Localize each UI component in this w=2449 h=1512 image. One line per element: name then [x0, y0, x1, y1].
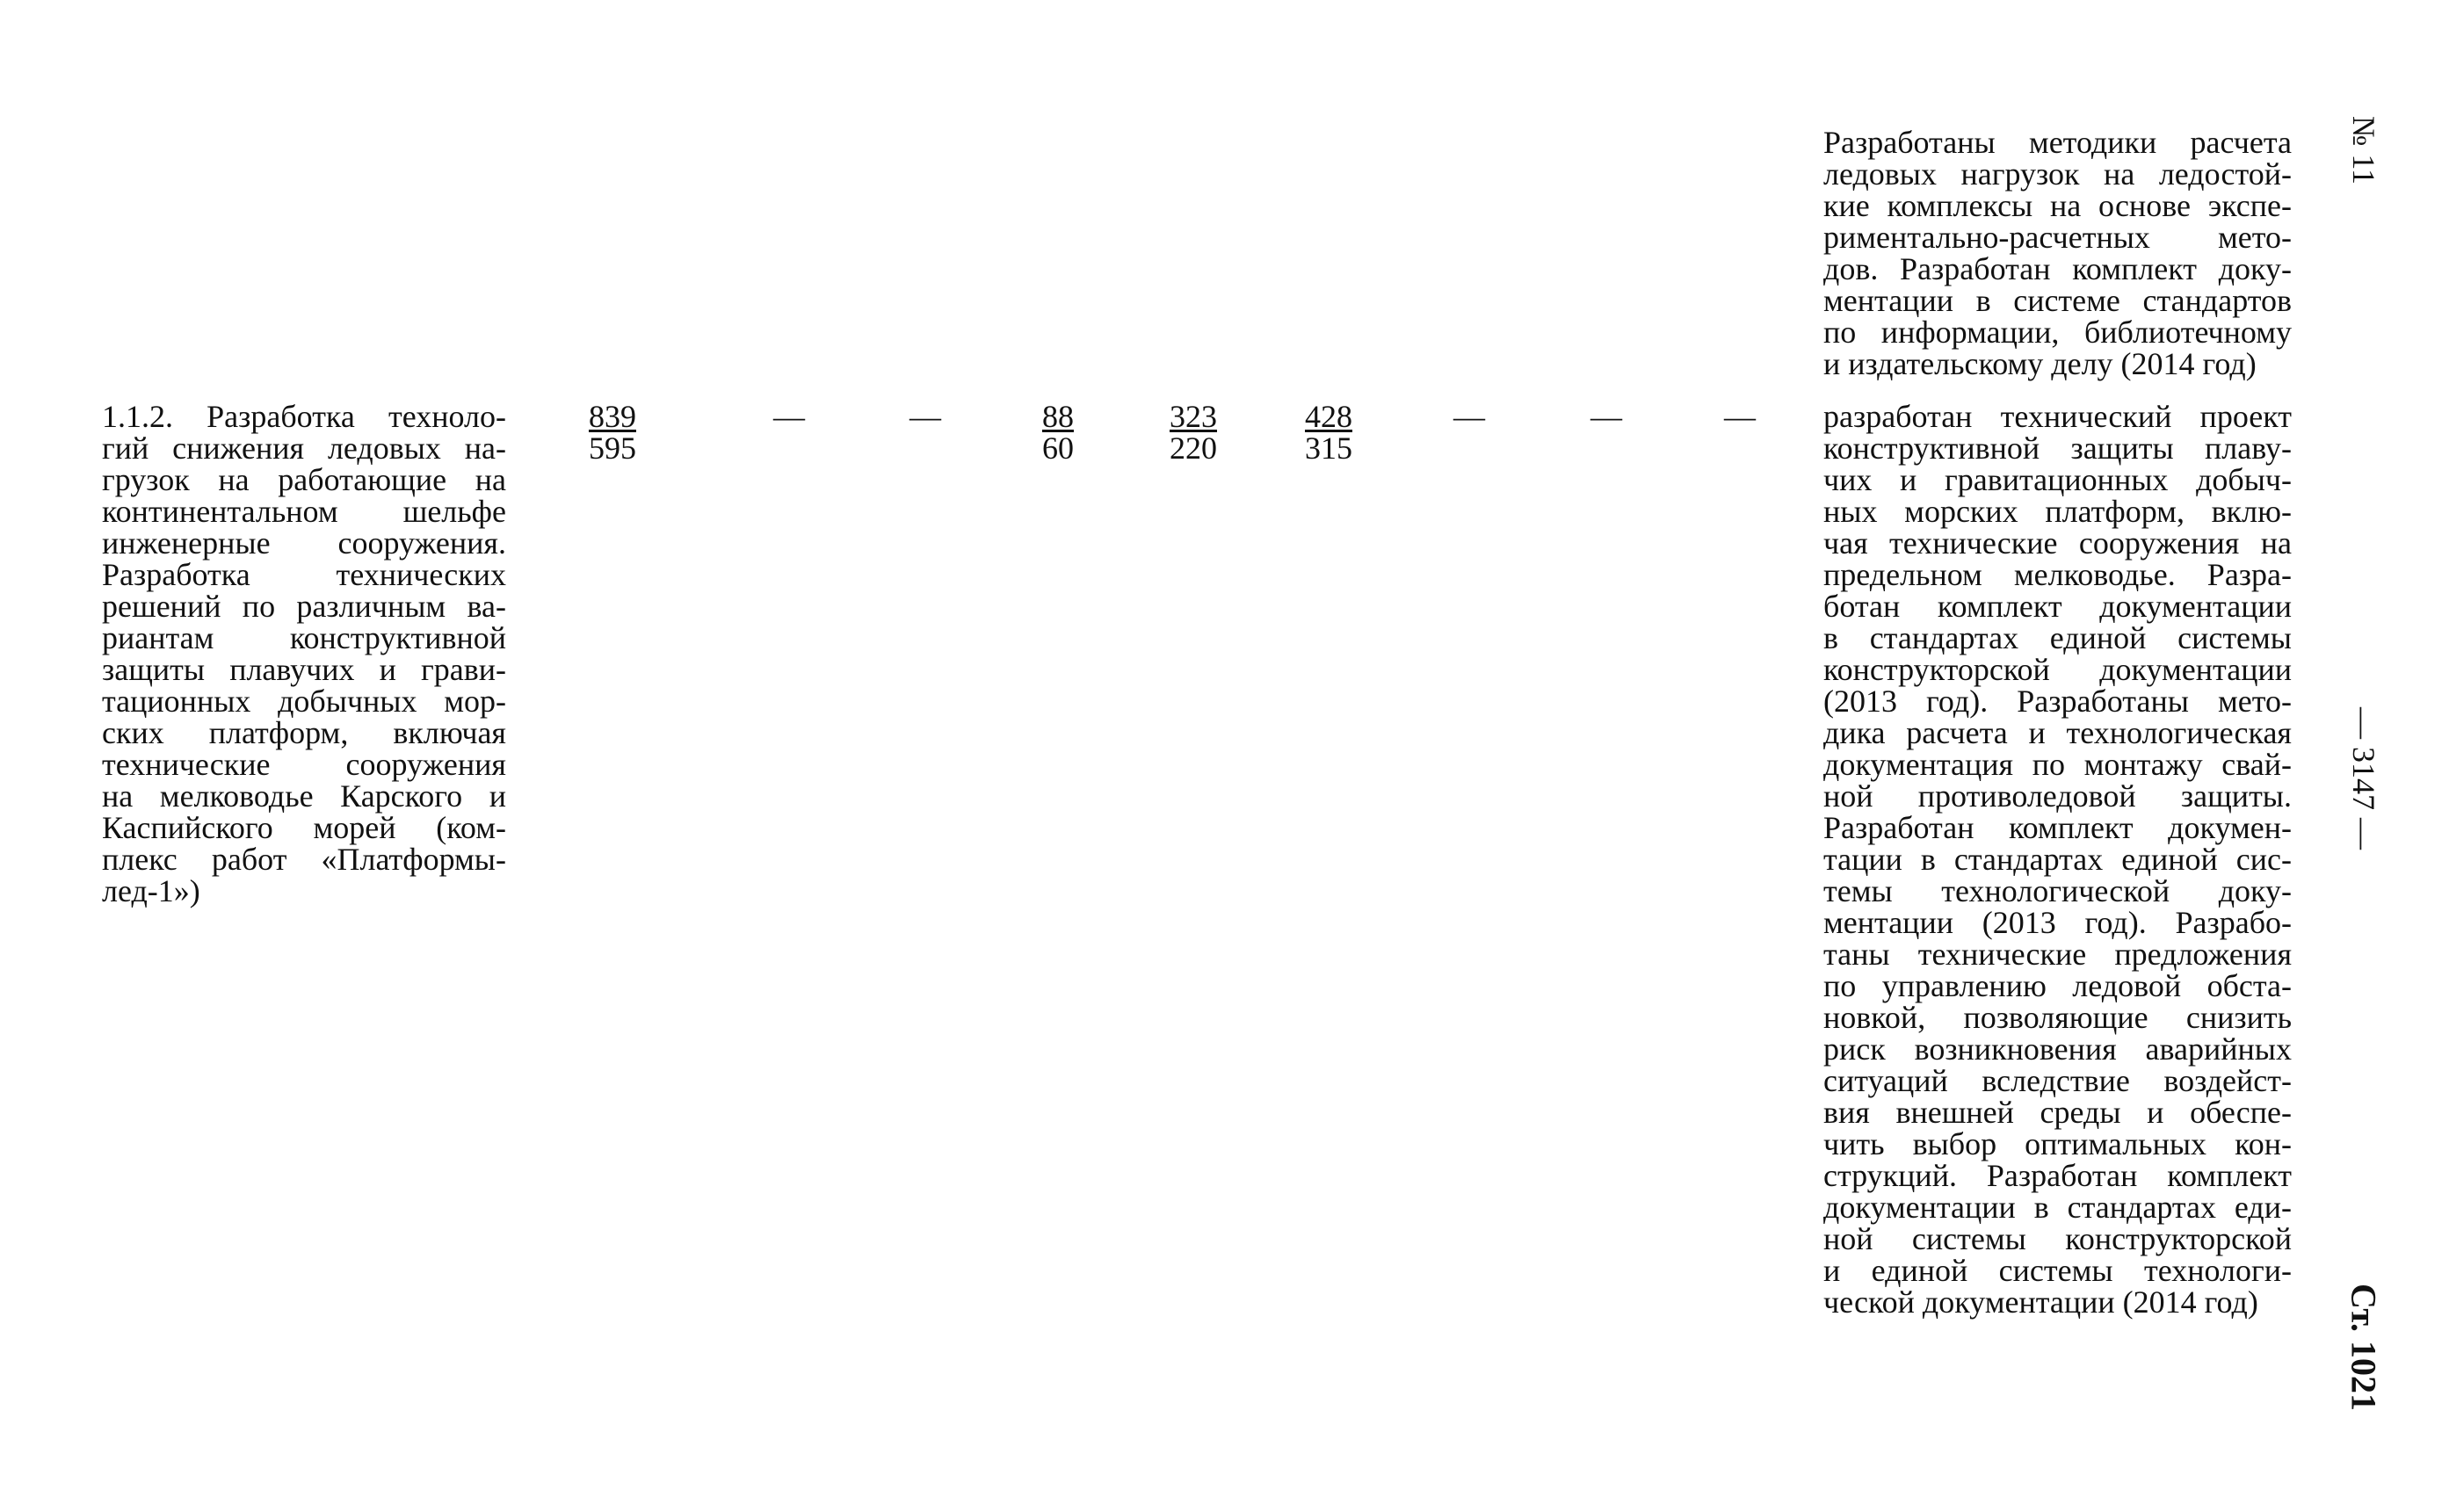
total-funding-denominator: 595: [589, 430, 636, 466]
funding-numerator: 88: [1042, 399, 1074, 434]
text-line: ной системы конструкторской: [1823, 1221, 2292, 1256]
total-funding-cell: [589, 401, 636, 464]
text-line: инженерные сооружения.: [102, 525, 506, 561]
text-line: новкой, позволяющие снизить: [1823, 1000, 2292, 1035]
text-line: на мелководье Карского и: [102, 778, 506, 814]
funding-cell-2014: [1170, 401, 1217, 464]
article-number: Ст. 1021: [2344, 1284, 2384, 1411]
text-line: грузок на работающие на: [102, 462, 506, 497]
issue-number: № 11: [2346, 115, 2381, 184]
total-funding-numerator: 839: [589, 399, 636, 434]
text-line: Разработка технических: [102, 557, 506, 592]
text-line: риск возникновения аварийных: [1823, 1031, 2292, 1067]
text-line: конструкторской документации: [1823, 652, 2292, 687]
text-line: ной противоледовой защиты.: [1823, 778, 2292, 814]
text-line: ментации (2013 год). Разрабо-: [1823, 905, 2292, 940]
funding-denominator: 220: [1170, 430, 1217, 466]
row-result: [1823, 401, 2292, 1318]
text-line: конструктивной защиты плаву-: [1823, 430, 2292, 466]
funding-cell-2013: [1042, 401, 1074, 464]
text-line: струкций. Разработан комплект: [1823, 1158, 2292, 1193]
text-line: технические сооружения: [102, 747, 506, 782]
text-line: чих и гравитационных добыч-: [1823, 462, 2292, 497]
text-line: ментации в системе стандартов: [1823, 283, 2292, 318]
dash-cell: —: [1590, 399, 1622, 434]
text-line: дов. Разработан комплект доку-: [1823, 251, 2292, 286]
funding-cell-2015: [1305, 401, 1352, 464]
text-line: Каспийского морей (ком-: [102, 810, 506, 845]
text-line: таны технические предложения: [1823, 937, 2292, 972]
text-line: разработан технический проект: [1823, 399, 2292, 434]
text-line: темы технологической доку-: [1823, 873, 2292, 908]
text-line: тации в стандартах единой сис-: [1823, 842, 2292, 877]
dash-cell: —: [1724, 399, 1756, 434]
text-line: ситуаций вследствие воздейст-: [1823, 1063, 2292, 1098]
text-line: дика расчета и технологическая: [1823, 715, 2292, 750]
text-line: документация по монтажу свай-: [1823, 747, 2292, 782]
funding-denominator: 60: [1042, 430, 1074, 466]
text-line: гий снижения ледовых на-: [102, 430, 506, 466]
text-line: и издательскому делу (2014 год): [1823, 346, 2257, 381]
text-line: ботан комплект документации: [1823, 589, 2292, 624]
text-line: риантам конструктивной: [102, 620, 506, 655]
text-line: ледовых нагрузок на ледостой-: [1823, 156, 2292, 192]
previous-row-result: [1823, 127, 2292, 380]
row-title: [102, 401, 506, 907]
text-line: документации в стандартах еди-: [1823, 1190, 2292, 1225]
funding-denominator: 315: [1305, 430, 1352, 466]
text-line: ческой документации (2014 год): [1823, 1284, 2258, 1320]
text-line: в стандартах единой системы: [1823, 620, 2292, 655]
text-line: вия внешней среды и обеспе-: [1823, 1095, 2292, 1130]
text-line: плекс работ «Платформы-: [102, 842, 506, 877]
dash-cell: —: [773, 399, 805, 434]
text-line: чая технические сооружения на: [1823, 525, 2292, 561]
page-number: — 3147 —: [2346, 707, 2381, 850]
text-line: кие комплексы на основе экспе-: [1823, 188, 2292, 223]
funding-numerator: 323: [1170, 399, 1217, 434]
text-line: риментально-расчетных мето-: [1823, 220, 2292, 255]
text-line: чить выбор оптимальных кон-: [1823, 1126, 2292, 1161]
dash-cell: —: [1453, 399, 1485, 434]
text-line: и единой системы технологи-: [1823, 1253, 2292, 1288]
funding-numerator: 428: [1305, 399, 1352, 434]
text-line: по управлению ледовой обста-: [1823, 968, 2292, 1003]
text-line: Разработаны методики расчета: [1823, 125, 2292, 160]
text-line: (2013 год). Разработаны мето-: [1823, 684, 2292, 719]
text-line: ских платформ, включая: [102, 715, 506, 750]
text-line: лед-1»): [102, 873, 200, 908]
text-line: решений по различным ва-: [102, 589, 506, 624]
text-line: континентальном шельфе: [102, 494, 506, 529]
text-line: Разработан комплект докумен-: [1823, 810, 2292, 845]
dash-cell: —: [909, 399, 941, 434]
text-line: тационных добычных мор-: [102, 684, 506, 719]
text-line: защиты плавучих и грави-: [102, 652, 506, 687]
text-line: 1.1.2. Разработка техноло-: [102, 399, 506, 434]
text-line: предельном мелководье. Разра-: [1823, 557, 2292, 592]
text-line: по информации, библиотечному: [1823, 315, 2292, 350]
text-line: ных морских платформ, вклю-: [1823, 494, 2292, 529]
